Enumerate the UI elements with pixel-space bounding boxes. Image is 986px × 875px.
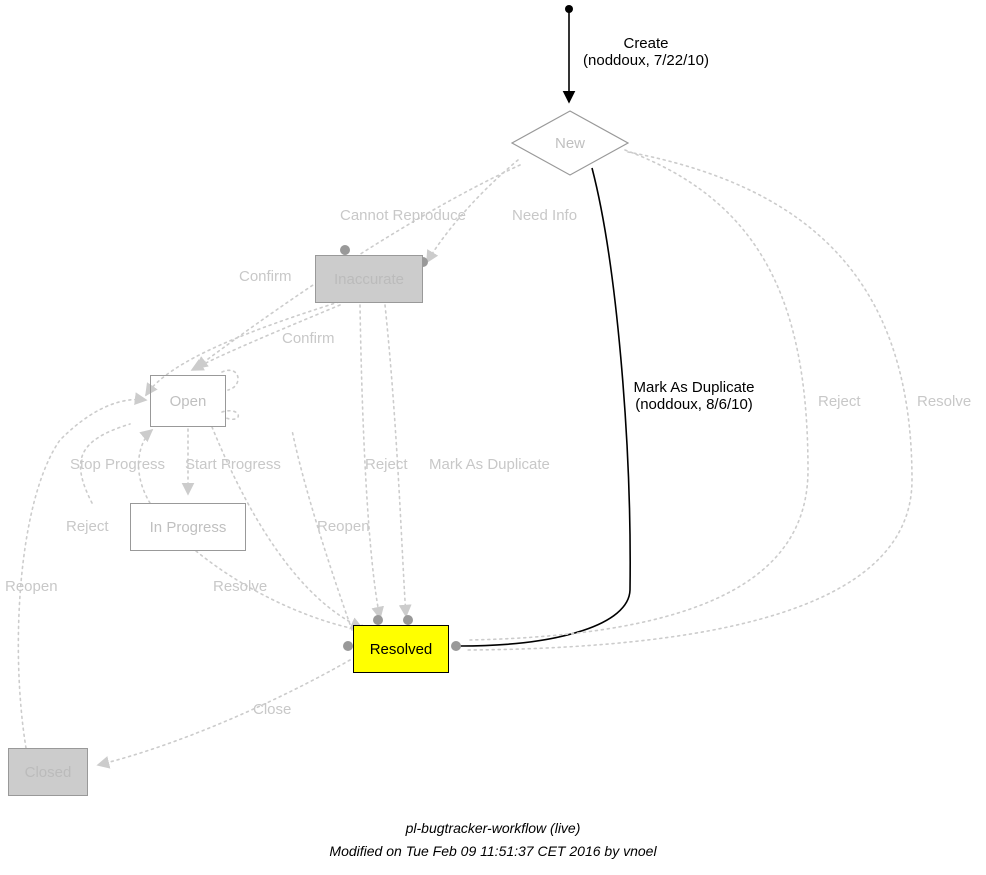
create-origin-dot: [565, 5, 573, 13]
edge-label-reopen-left: Reopen: [5, 578, 58, 595]
diagram-title: pl-bugtracker-workflow (live): [405, 820, 581, 836]
edge-label-stop-progress: Stop Progress: [70, 456, 166, 473]
edge-label-cannot-reproduce: Cannot Reproduce: [340, 207, 466, 224]
edge-label-mark-as-duplicate-mid: Mark As Duplicate: [429, 456, 550, 473]
edge-label-create: [568, 35, 724, 69]
edge-label-mark-as-duplicate-main: [620, 379, 768, 413]
edge-label-reopen-mid: Reopen: [317, 518, 370, 535]
node-new[interactable]: [511, 110, 629, 176]
node-inaccurate[interactable]: [315, 255, 423, 303]
edge-label-confirm-1: Confirm: [239, 268, 292, 285]
resolved-right-port: [451, 641, 461, 651]
edge-label-reject-mid: Reject: [365, 456, 408, 473]
edge-label-reject-left: Reject: [66, 518, 109, 535]
edge-label-need-info: Need Info: [512, 207, 578, 224]
edge-label-resolve-right: Resolve: [917, 393, 972, 410]
edge-label-start-progress: Start Progress: [185, 456, 281, 473]
edge-label-mad-sub: (noddoux, 8/6/10): [635, 396, 753, 413]
edge-label-create-sub: (noddoux, 7/22/10): [583, 52, 709, 69]
node-open[interactable]: [150, 375, 226, 427]
edge-mark-as-duplicate: [460, 168, 630, 646]
node-resolved[interactable]: [353, 625, 449, 673]
node-inaccurate-label: Inaccurate: [333, 270, 405, 288]
node-new-label: New: [554, 134, 585, 152]
edge-label-confirm-2: Confirm: [282, 330, 335, 347]
edge-label-resolve-left: Resolve: [213, 578, 268, 595]
node-closed[interactable]: [8, 748, 88, 796]
diagram-subtitle: Modified on Tue Feb 09 11:51:37 CET 2016 by vnoel: [329, 843, 657, 859]
node-open-label: Open: [169, 392, 207, 410]
node-in-progress-label: In Progress: [149, 518, 227, 536]
edge-label-close: Close: [253, 701, 292, 718]
edge-label-create-text: Create: [623, 35, 669, 52]
node-closed-label: Closed: [24, 763, 72, 781]
node-in-progress[interactable]: [130, 503, 246, 551]
node-resolved-label: Resolved: [369, 640, 433, 658]
edge-label-mad-text: Mark As Duplicate: [633, 379, 755, 396]
edge-label-reject-right: Reject: [818, 393, 861, 410]
